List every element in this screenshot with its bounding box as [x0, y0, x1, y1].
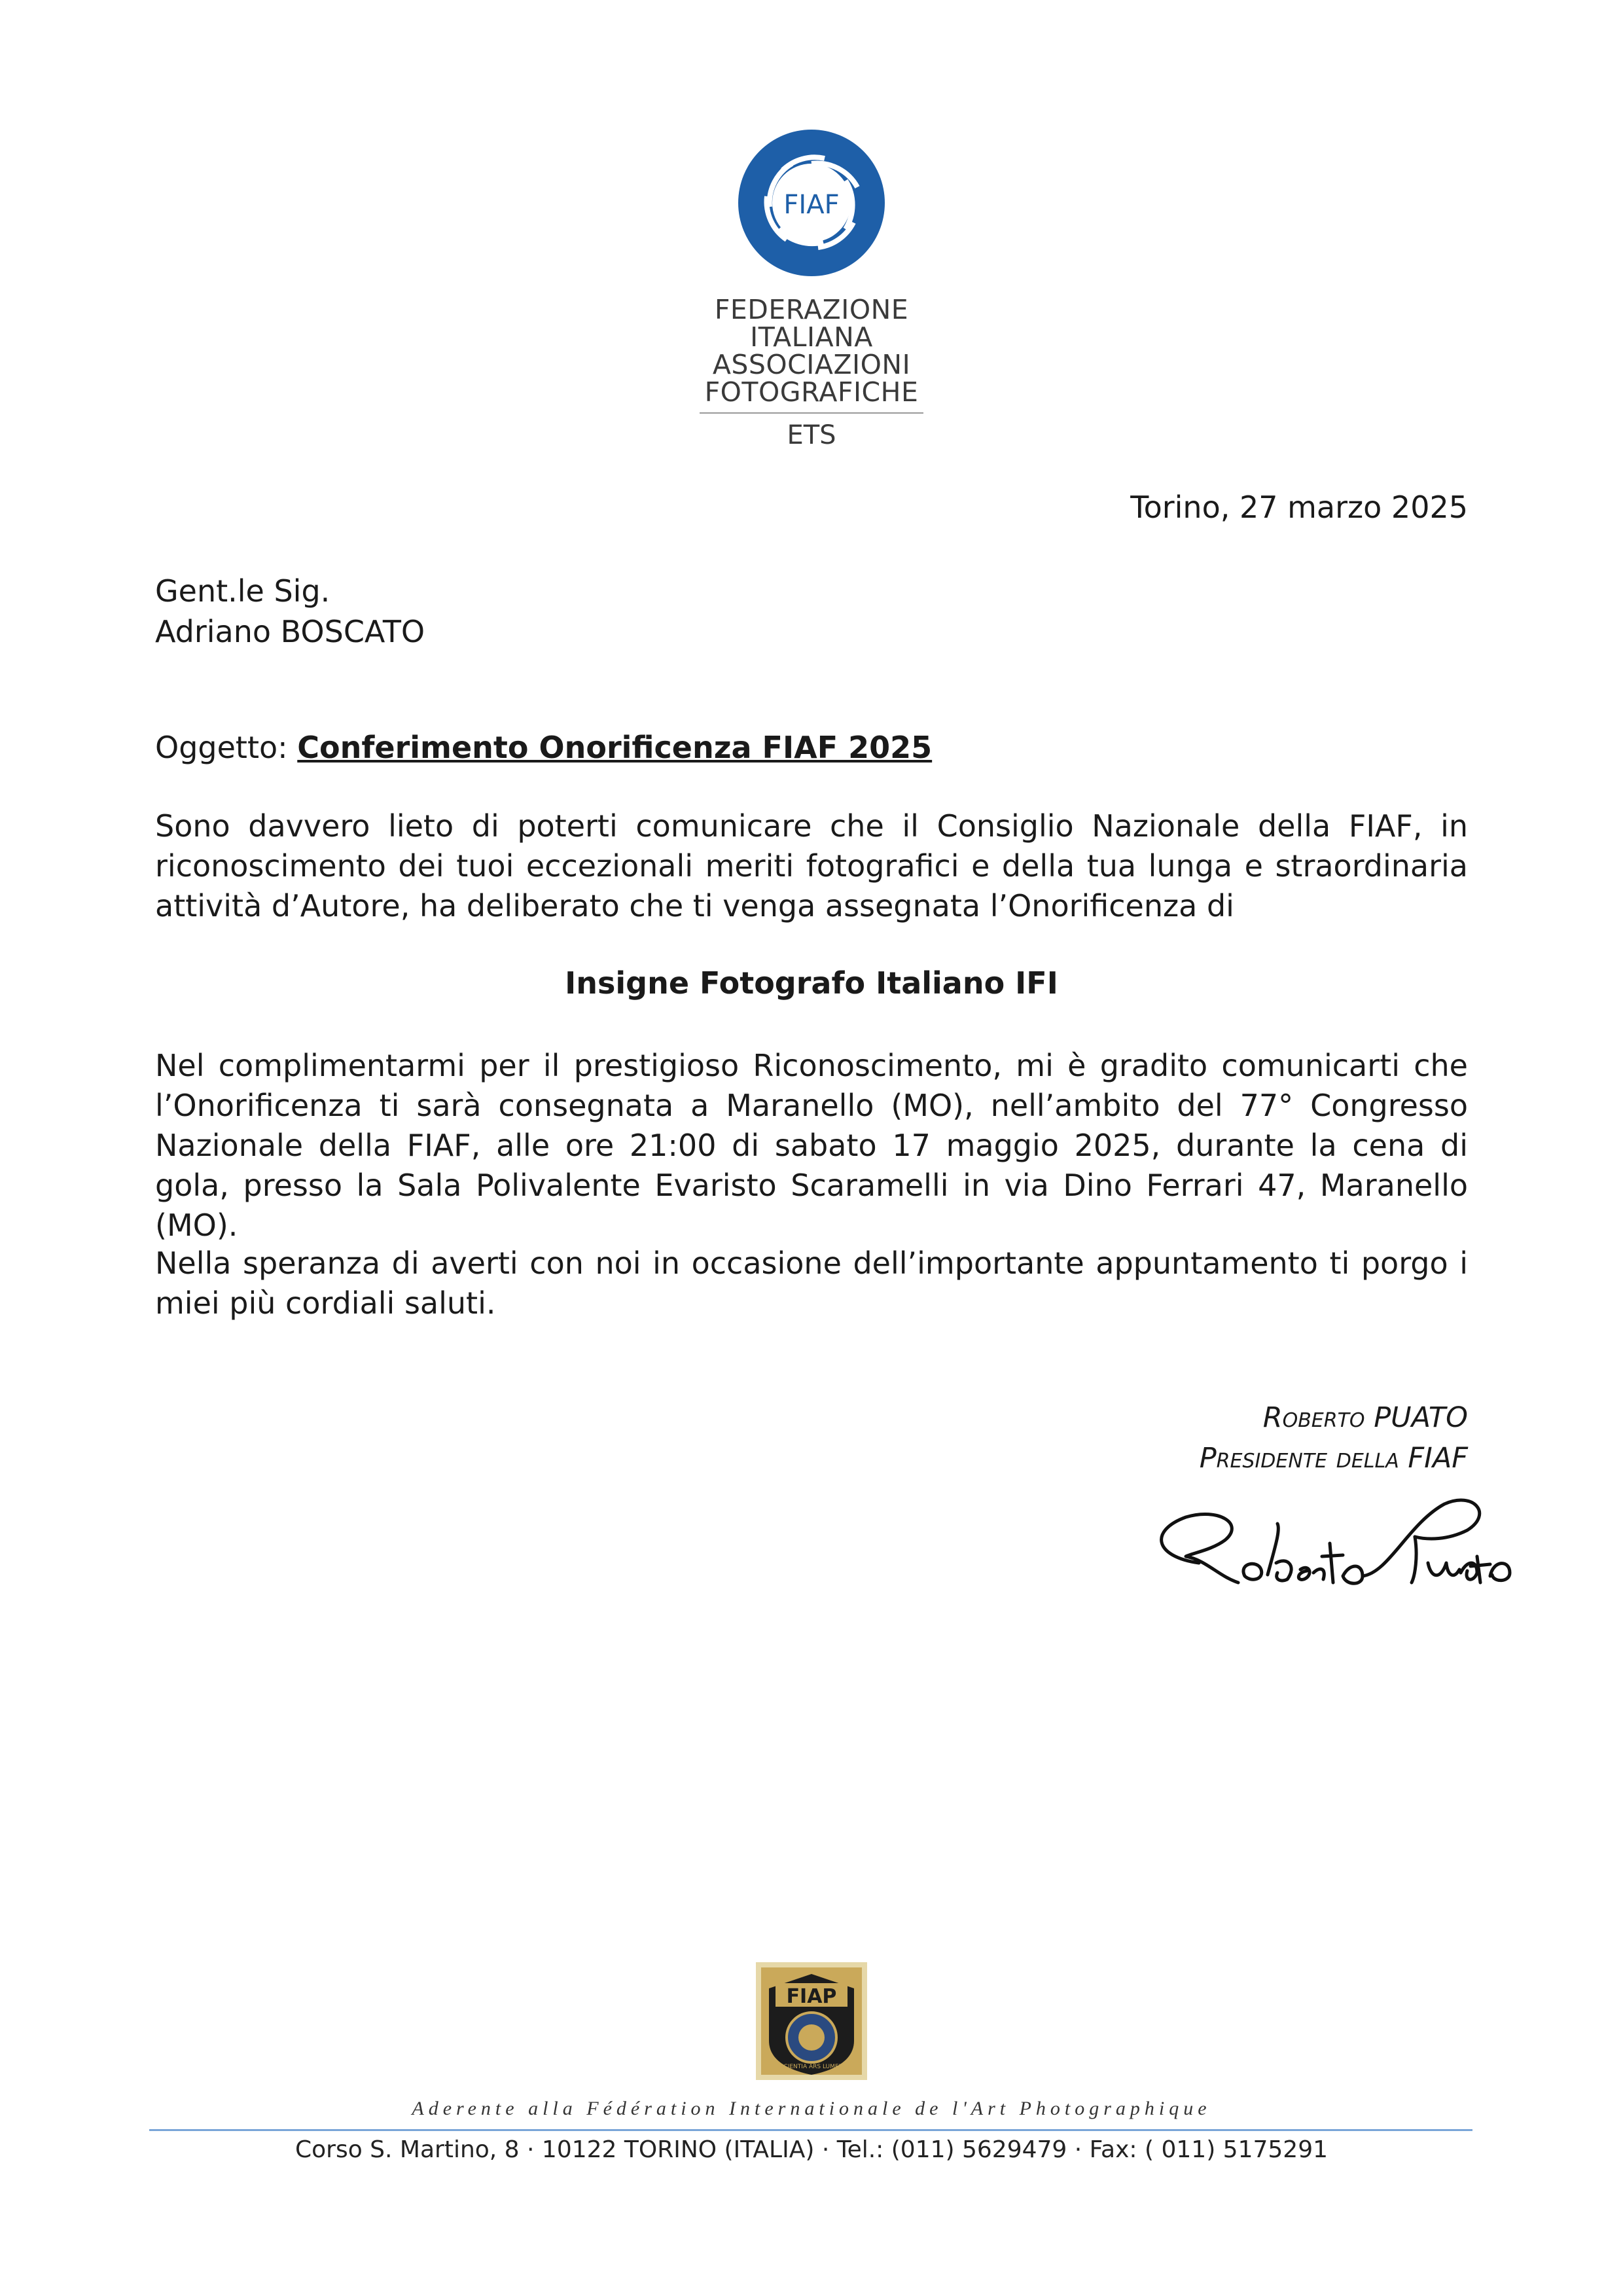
- org-name-divider: [700, 412, 923, 414]
- aperture-logo-icon: [733, 124, 890, 281]
- org-name-line-2: ITALIANA: [750, 321, 873, 353]
- fiaf-logo: [694, 124, 929, 450]
- handwritten-signature: [1147, 1484, 1520, 1596]
- fiap-adherent-note: Aderente alla Fédération Internationale de l'Art Photographique: [412, 2098, 1211, 2119]
- signatory-name: Roberto PUATO: [1262, 1401, 1468, 1434]
- fiap-badge-icon: [756, 1962, 867, 2080]
- subject-label: Oggetto:: [155, 730, 298, 765]
- honour-title: Insigne Fotografo Italiano IFI: [565, 965, 1058, 1001]
- org-name-line-1: FEDERAZIONE: [714, 294, 909, 325]
- org-suffix: ETS: [787, 420, 836, 450]
- signatory-title: Presidente della FIAF: [1199, 1442, 1468, 1475]
- logo-badge-text: FIAF: [783, 190, 840, 220]
- body-paragraph-1: Sono davvero lieto di poterti comunicare che il Consiglio Nazionale della FIAF, in riconoscimento dei tuoi eccezionali meriti fotografici e della tua lunga e straordinaria attività d’Autore, ha deliberato che ti venga assegnata l’Onorificenza di: [155, 808, 1468, 924]
- subject-value: Conferimento Onorificenza FIAF 2025: [297, 730, 933, 765]
- signatory-block: [1200, 1397, 1468, 1479]
- org-name-line-4: FOTOGRAFICHE: [704, 376, 919, 408]
- fiap-badge-motto: SCIENTIA ARS LUMEN: [779, 2064, 844, 2070]
- letter-date: Torino, 27 marzo 2025: [1130, 490, 1468, 525]
- recipient-block: [155, 571, 1468, 652]
- recipient-name: Adriano BOSCATO: [155, 614, 425, 649]
- footer-divider: [149, 2129, 1472, 2131]
- body-paragraph-2: Nel complimentarmi per il prestigioso Riconoscimento, mi è gradito comunicarti che l’Onorificenza ti sarà consegnata a Maranello (MO), nell’ambito del 77° Congresso Nazionale della FIAF, alle ore 21:00 di sabato 17 maggio 2025, durante la cena di gola, presso la Sala Polivalente Evaristo Scaramelli in via Dino Ferrari 47, Maranello (MO).: [155, 1048, 1468, 1243]
- body-paragraph-3: Nella speranza di averti con noi in occasione dell’importante appuntamento ti porgo i miei più cordiali saluti.: [155, 1246, 1468, 1321]
- subject-line: [155, 730, 1468, 765]
- recipient-salutation: Gent.le Sig.: [155, 573, 330, 609]
- fiap-badge-text: FIAP: [786, 1985, 837, 2008]
- footer-address: Corso S. Martino, 8 · 10122 TORINO (ITALIA) · Tel.: (011) 5629479 · Fax: ( 011) 5175291: [294, 2136, 1329, 2163]
- org-name-line-3: ASSOCIAZIONI: [712, 349, 911, 380]
